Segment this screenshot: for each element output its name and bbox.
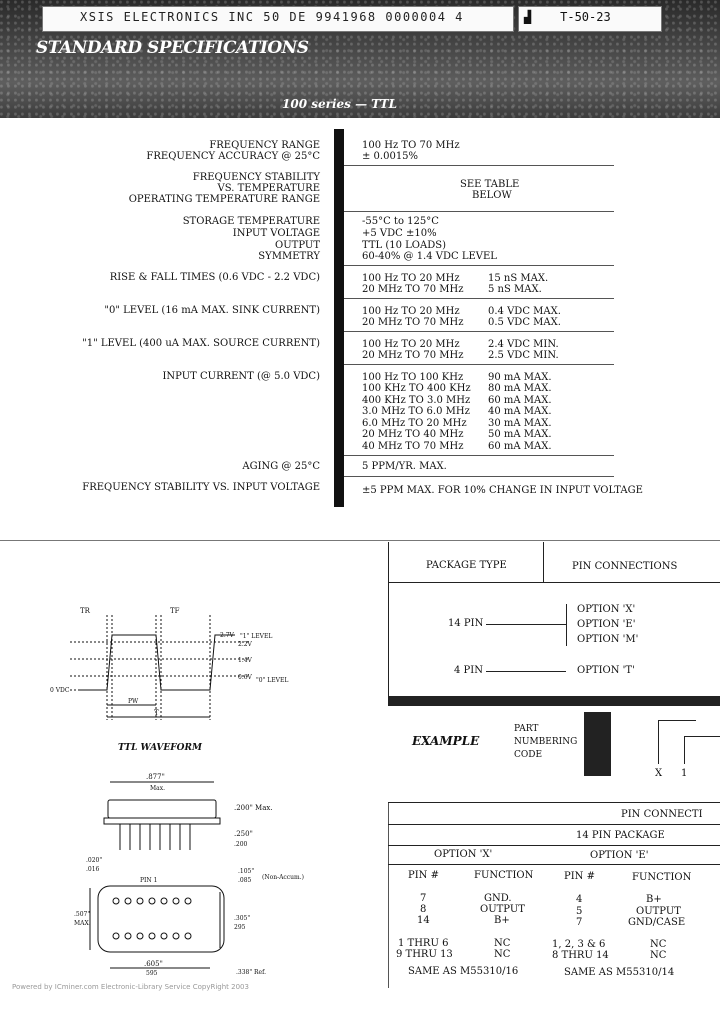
x-pin: 7 (420, 893, 427, 904)
dim-016: .016 (86, 866, 100, 873)
example-code-line2-top (684, 736, 720, 737)
spec-value: BELOW (472, 190, 512, 201)
x-fn: B+ (494, 915, 510, 926)
pkg-4pin: 4 PIN (454, 665, 483, 676)
x-fn: GND. (484, 893, 512, 904)
x-pin: 8 (420, 904, 427, 915)
tr-label: TR (80, 607, 90, 615)
lvl-27: 2.7V (220, 632, 234, 639)
spec-label: FREQUENCY STABILITY (192, 172, 320, 183)
spec-label: SYMMETRY (258, 251, 320, 262)
e-pin: 5 (576, 906, 583, 917)
doc-id-line (80, 10, 464, 24)
x-fn: NC (494, 949, 511, 960)
pkg-4pin-leader (486, 671, 566, 672)
spec-value: 5 PPM/YR. MAX. (362, 461, 447, 472)
pkg-col-type: PACKAGE TYPE (426, 560, 507, 571)
dim-507: .507" (74, 911, 91, 918)
spec-value: 80 mA MAX. (488, 383, 552, 394)
doc-number: 9941968 0000004 4 (315, 10, 464, 24)
spec-value: TTL (10 LOADS) (362, 240, 446, 251)
spec-range: 100 Hz TO 20 MHz (362, 273, 460, 284)
pkg-table-col-rule (543, 542, 544, 582)
example-part: PART (514, 724, 539, 734)
dim-085: .085 (238, 877, 252, 884)
spec-range: 3.0 MHz TO 6.0 MHz (362, 406, 470, 417)
row-rule (344, 265, 614, 266)
pin-table-rule2 (388, 845, 720, 846)
ref-code-text: T-50-23 (560, 10, 611, 24)
pkg-opt-e: OPTION 'E' (577, 619, 636, 630)
pkg-14pin-leader (486, 624, 566, 625)
spec-value: SEE TABLE (460, 179, 520, 190)
spec-range: 100 KHz TO 400 KHz (362, 383, 471, 394)
spec-label: FREQUENCY ACCURACY @ 25°C (146, 151, 320, 162)
dim-nonaccum: (Non-Accum.) (262, 874, 304, 881)
example-code: CODE (514, 750, 543, 760)
spec-value: 90 mA MAX. (488, 372, 552, 383)
same-as-x: SAME AS M55310/16 (408, 966, 519, 977)
spec-range: 100 Hz TO 20 MHz (362, 339, 460, 350)
spec-value: 40 mA MAX. (488, 406, 552, 417)
spec-label: OUTPUT (275, 240, 320, 251)
dim-max: Max. (150, 785, 166, 792)
t-label: T (154, 709, 159, 717)
example-numbering: NUMBERING (514, 737, 578, 747)
lvl-0: 0 VDC (50, 687, 70, 694)
dim-max2: MAX. (74, 920, 91, 927)
thick-rule (388, 696, 720, 706)
dim-595: 595 (146, 970, 158, 977)
e-fn: GND/CASE (628, 917, 686, 928)
dim-200b: .200 (234, 841, 248, 848)
ref-code: ▟ T-50-23 (524, 10, 611, 24)
row-rule (344, 211, 614, 212)
spec-value: 30 mA MAX. (488, 418, 552, 429)
pin-table-title: PIN CONNECTI (621, 809, 703, 820)
opt-x-heading: OPTION 'X' (434, 849, 493, 860)
spec-label: RISE & FALL TIMES (0.6 VDC - 2.2 VDC) (109, 272, 320, 283)
spec-range: 400 KHz TO 3.0 MHz (362, 395, 471, 406)
page-title: STANDARD SPECIFICATIONS (36, 38, 309, 58)
spec-range: 20 MHz TO 40 MHz (362, 429, 464, 440)
spec-label: FREQUENCY STABILITY VS. INPUT VOLTAGE (82, 482, 320, 493)
spec-value: 60-40% @ 1.4 VDC LEVEL (362, 251, 497, 262)
same-as-e: SAME AS M55310/14 (564, 967, 675, 978)
pkg-table-left-rule (388, 542, 389, 697)
footer-watermark: Powered by ICminer.com Electronic-Library Service CopyRight 2003 (12, 983, 249, 991)
pin-table-left-rule (388, 802, 389, 988)
package-dimensions-drawing (70, 768, 304, 988)
section-rule (0, 540, 720, 541)
row-rule (344, 364, 614, 365)
pkg-opt-x: OPTION 'X' (577, 604, 636, 615)
e-fn: NC (650, 939, 667, 950)
lvl-06: 0.6V (238, 674, 252, 681)
spec-range: 20 MHz TO 70 MHz (362, 317, 464, 328)
spec-value: 2.5 VDC MIN. (488, 350, 559, 361)
dim-250: .250" (234, 830, 253, 838)
spec-label: AGING @ 25°C (242, 461, 320, 472)
spec-value: 60 mA MAX. (488, 395, 552, 406)
pkg-col-pins: PIN CONNECTIONS (572, 561, 678, 572)
spec-label: INPUT CURRENT (@ 5.0 VDC) (162, 371, 320, 382)
pw-label: PW (128, 698, 139, 705)
row-rule (344, 455, 614, 456)
x-fn-hdr: FUNCTION (474, 870, 534, 881)
spec-range: 100 Hz TO 20 MHz (362, 306, 460, 317)
spec-value: 50 mA MAX. (488, 429, 552, 440)
spec-value: ±5 PPM MAX. FOR 10% CHANGE IN INPUT VOLTAGE (362, 485, 643, 496)
spec-label: INPUT VOLTAGE (232, 228, 320, 239)
pin-table-top-rule (388, 802, 720, 803)
pin1-label: PIN 1 (140, 877, 158, 884)
row-rule (344, 331, 614, 332)
spec-value: 60 mA MAX. (488, 441, 552, 452)
dim-605: .605" (144, 960, 163, 968)
spec-value: ± 0.0015% (362, 151, 419, 162)
dim-020: .020" (86, 857, 103, 864)
doc-company: XSIS ELECTRONICS INC 50 DE (80, 10, 307, 24)
spec-value: 5 nS MAX. (488, 284, 542, 295)
row-rule (344, 165, 614, 166)
spec-range: 100 Hz TO 100 KHz (362, 372, 464, 383)
e-pin: 1, 2, 3 & 6 (552, 939, 606, 950)
spec-range: 20 MHz TO 70 MHz (362, 284, 464, 295)
dim-295: 295 (234, 924, 246, 931)
spec-label: "1" LEVEL (400 uA MAX. SOURCE CURRENT) (82, 338, 320, 349)
x-fn: NC (494, 938, 511, 949)
spec-label: "0" LEVEL (16 mA MAX. SINK CURRENT) (104, 305, 320, 316)
pkg-table-header-rule (388, 582, 720, 583)
x-pin-hdr: PIN # (408, 870, 439, 881)
example-code-line2 (684, 736, 685, 764)
spec-value: 0.4 VDC MAX. (488, 306, 561, 317)
tf-label: TF (170, 607, 180, 615)
e-pin: 8 THRU 14 (552, 950, 609, 961)
x-pin: 14 (417, 915, 430, 926)
row-rule (344, 476, 614, 477)
pkg-opt-t: OPTION 'T' (577, 665, 635, 676)
dim-877: .877" (146, 773, 165, 781)
e-pin: 7 (576, 917, 583, 928)
spec-label: FREQUENCY RANGE (209, 140, 320, 151)
pin-table-sub: 14 PIN PACKAGE (576, 830, 665, 841)
spec-range: 40 MHz TO 70 MHz (362, 441, 464, 452)
e-fn-hdr: FUNCTION (632, 872, 692, 883)
spec-range: 6.0 MHz TO 20 MHz (362, 418, 467, 429)
lvl-22: 2.2V (238, 641, 252, 648)
example-x: X (655, 768, 663, 779)
spec-value: -55°C to 125°C (362, 216, 439, 227)
pin-table-rule3 (388, 864, 720, 865)
e-pin: 4 (576, 894, 583, 905)
x-pin: 1 THRU 6 (398, 938, 449, 949)
opt-e-heading: OPTION 'E' (590, 850, 649, 861)
pkg-opt-m: OPTION 'M' (577, 634, 639, 645)
example-1: 1 (681, 768, 688, 779)
one-level-label: "1" LEVEL (240, 633, 273, 640)
example-code-line-top (658, 720, 696, 721)
pin-table-rule (388, 824, 720, 825)
waveform-caption: TTL WAVEFORM (118, 743, 202, 753)
x-pin: 9 THRU 13 (396, 949, 453, 960)
dim-305: .305" (234, 915, 251, 922)
spec-value: +5 VDC ±10% (362, 228, 437, 239)
spec-label: VS. TEMPERATURE (217, 183, 320, 194)
row-rule (344, 298, 614, 299)
ttl-waveform-diagram (50, 600, 290, 740)
spec-range: 20 MHz TO 70 MHz (362, 350, 464, 361)
example-block (584, 712, 611, 776)
e-pin-hdr: PIN # (564, 871, 595, 882)
example-code-line (658, 720, 659, 764)
spec-divider-bar (334, 129, 344, 507)
x-fn: OUTPUT (480, 904, 525, 915)
lvl-14: 1.4V (238, 657, 252, 664)
zero-level-label: "0" LEVEL (256, 677, 289, 684)
example-label: EXAMPLE (412, 734, 480, 748)
dim-105: .105" (238, 868, 255, 875)
pkg-14pin-bracket (566, 604, 567, 646)
pkg-14pin: 14 PIN (448, 618, 484, 629)
spec-value: 100 Hz TO 70 MHz (362, 140, 460, 151)
spec-value: 15 nS MAX. (488, 273, 549, 284)
spec-label: STORAGE TEMPERATURE (182, 216, 320, 227)
dim-ref: .338" Ref. (236, 969, 267, 976)
spec-label: OPERATING TEMPERATURE RANGE (128, 194, 320, 205)
series-title: 100 series — TTL (282, 97, 398, 111)
e-fn: NC (650, 950, 667, 961)
e-fn: OUTPUT (636, 906, 681, 917)
dim-200: .200" Max. (234, 804, 273, 812)
spec-value: 2.4 VDC MIN. (488, 339, 559, 350)
spec-value: 0.5 VDC MAX. (488, 317, 561, 328)
e-fn: B+ (646, 894, 662, 905)
